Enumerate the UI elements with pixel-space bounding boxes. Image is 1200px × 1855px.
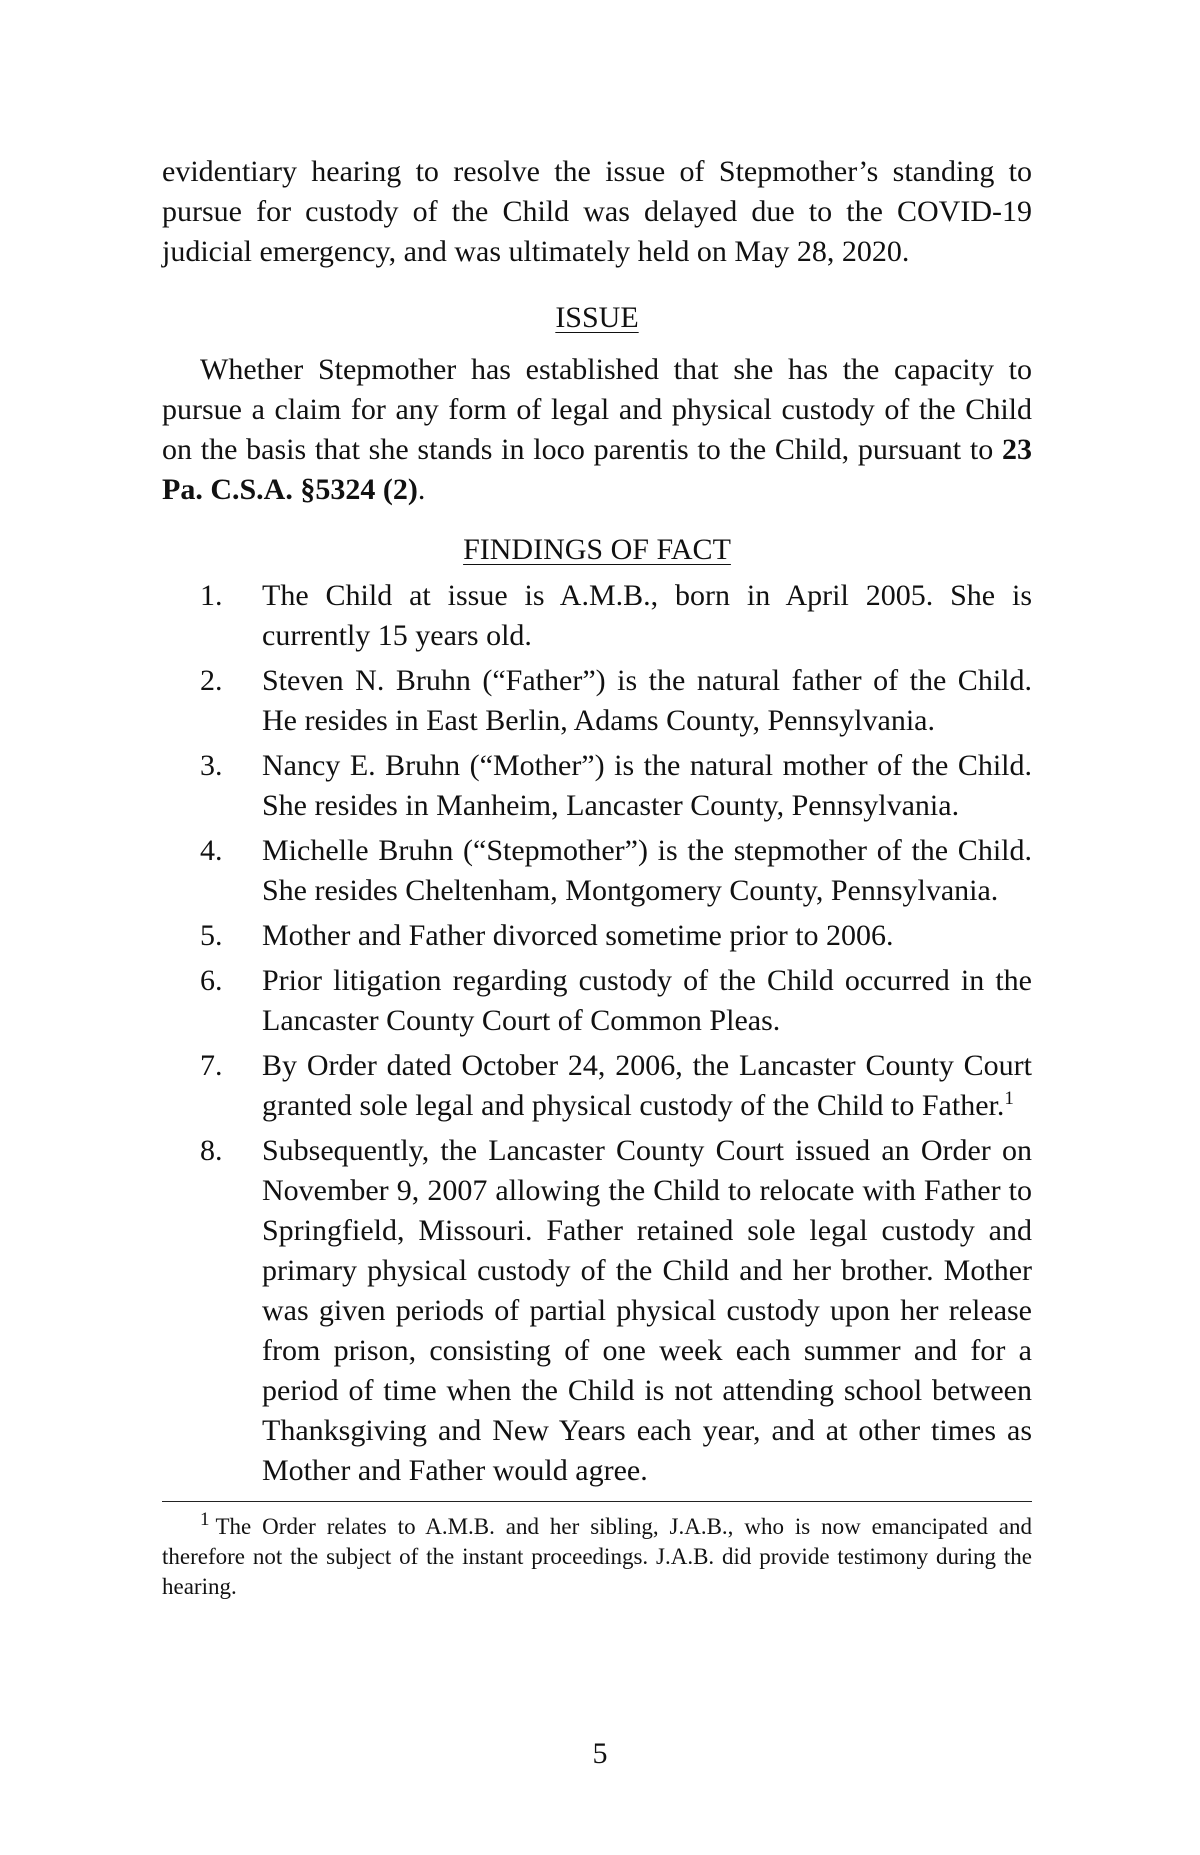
finding-text: Subsequently, the Lancaster County Court issued an Order on November 9, 2007 allowing the Child to relocate with Father to Springfield, Missouri. Father retained sole legal custody and primary physical custody of the Child and her brother. Mother was given periods of partial physical custody upon her release from prison, consisting of one week each summer and for a period of time when the Child is not attending school between Thanksgiving and New Years each year, and at other times as Mother and Father would agree.: [262, 1134, 1032, 1487]
intro-paragraph: evidentiary hearing to resolve the issue of Stepmother’s standing to pursue for custody of the Child was delayed due to the COVID-19 judicial emergency, and was ultimately held on May 28, 2020.: [162, 155, 1032, 268]
finding-item: [162, 1046, 1032, 1126]
footnote-reference[interactable]: 1: [1004, 1088, 1014, 1109]
finding-number: 4.: [200, 834, 223, 867]
page-number: 5: [592, 1737, 608, 1770]
finding-number: 1.: [200, 579, 223, 612]
finding-text: Nancy E. Bruhn (“Mother”) is the natural mother of the Child. She resides in Manheim, Lancaster County, Pennsylvania.: [262, 749, 1032, 822]
finding-number: 2.: [200, 664, 223, 697]
finding-number: 6.: [200, 964, 223, 997]
finding-item: [162, 661, 1032, 741]
finding-text: Michelle Bruhn (“Stepmother”) is the stepmother of the Child. She resides Cheltenham, Montgomery County, Pennsylvania.: [262, 834, 1032, 907]
findings-list: [162, 576, 1032, 1491]
finding-item: [162, 576, 1032, 656]
issue-text: Whether Stepmother has established that she has the capacity to pursue a claim for any form of legal and physical custody of the Child on the basis that she stands in loco parentis to the Child, pursuant to: [162, 353, 1032, 466]
finding-number: 5.: [200, 919, 223, 952]
issue-text-end: .: [417, 473, 426, 506]
finding-number: 7.: [200, 1049, 223, 1082]
finding-item: [162, 1131, 1032, 1491]
footnote-text: The Order relates to A.M.B. and her sibling, J.A.B., who is now emancipated and therefore not the subject of the instant proceedings. J.A.B. did provide testimony during the hearing.: [162, 1514, 1032, 1599]
finding-item: [162, 746, 1032, 826]
statute-citation: 23 Pa. C.S.A. §5324 (2): [162, 433, 1032, 506]
finding-item: [162, 916, 1032, 956]
findings-heading: FINDINGS OF FACT: [463, 533, 731, 566]
finding-text: Mother and Father divorced sometime prior to 2006.: [262, 919, 894, 952]
footnote: [162, 1509, 1032, 1602]
footnote-number: 1: [200, 1509, 210, 1531]
footnote-divider: [162, 1501, 1032, 1502]
finding-item: [162, 831, 1032, 911]
issue-heading: ISSUE: [555, 301, 639, 334]
finding-text-body: By Order dated October 24, 2006, the Lancaster County Court granted sole legal and physical custody of the Child to Father.: [262, 1049, 1032, 1122]
finding-item: [162, 961, 1032, 1041]
finding-text: Steven N. Bruhn (“Father”) is the natural father of the Child. He resides in East Berlin, Adams County, Pennsylvania.: [262, 664, 1032, 737]
finding-text: [262, 1046, 1032, 1126]
finding-text: Prior litigation regarding custody of the Child occurred in the Lancaster County Court of Common Pleas.: [262, 964, 1032, 1037]
issue-paragraph: [162, 350, 1032, 510]
finding-number: 8.: [200, 1134, 223, 1167]
document-page: [162, 152, 1032, 1602]
finding-text: The Child at issue is A.M.B., born in April 2005. She is currently 15 years old.: [262, 579, 1032, 652]
finding-number: 3.: [200, 749, 223, 782]
